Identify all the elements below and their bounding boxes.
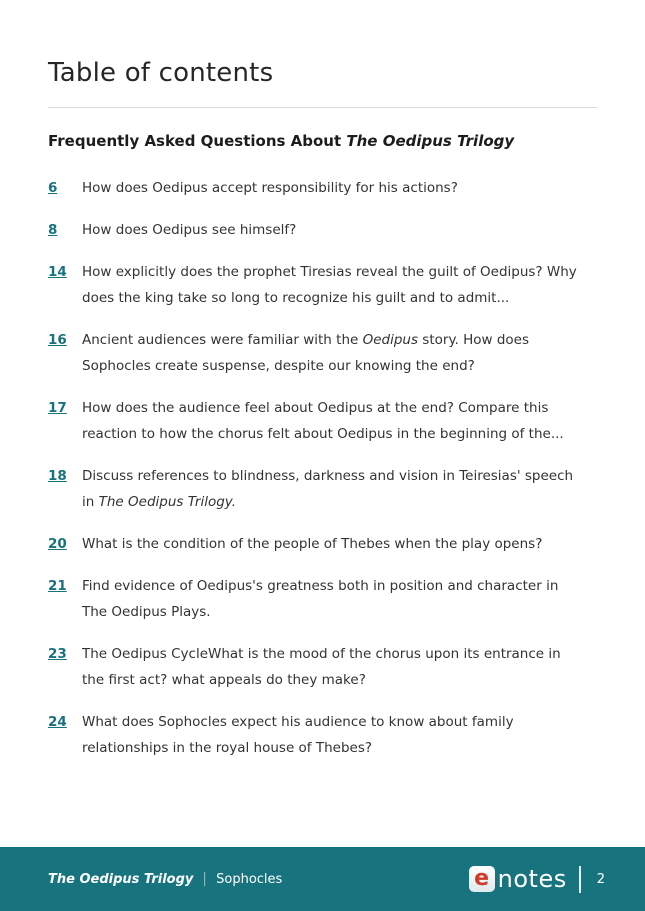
toc-entry xyxy=(48,573,597,625)
toc-entry-text-segment: The Oedipus CycleWhat is the mood of the chorus upon its entrance in the first act? what appeals do they make? xyxy=(82,646,561,688)
toc-entry-text xyxy=(82,327,587,379)
toc-page-link[interactable]: 20 xyxy=(48,536,67,552)
toc-entry xyxy=(48,217,597,243)
toc-entry-text-segment: How does the audience feel about Oedipus at the end? Compare this reaction to how the chorus felt about Oedipus in the beginning of the... xyxy=(82,400,564,442)
footer-divider-bar xyxy=(579,866,581,893)
toc-page-link[interactable]: 18 xyxy=(48,468,67,484)
toc-entry-text xyxy=(82,217,296,243)
toc-entry xyxy=(48,327,597,379)
toc-entry xyxy=(48,395,597,447)
toc-entry-text-segment: Ancient audiences were familiar with the xyxy=(82,332,363,348)
page-title: Table of contents xyxy=(48,58,274,88)
toc-page-link[interactable]: 6 xyxy=(48,180,58,196)
toc-list xyxy=(48,175,597,761)
toc-page-link[interactable]: 14 xyxy=(48,264,67,280)
toc-entry-text-italic-segment: The Oedipus Trilogy. xyxy=(98,494,237,510)
toc-entry-text-segment: Discuss references to blindness, darkness and vision in Teiresias' speech in xyxy=(82,468,574,510)
toc-entry-text xyxy=(82,175,458,201)
toc-page-link[interactable]: 23 xyxy=(48,646,67,662)
toc-entry-text xyxy=(82,463,587,515)
footer-separator: | xyxy=(202,871,208,887)
footer-author: Sophocles xyxy=(216,871,283,887)
toc-entry-text-segment: Find evidence of Oedipus's greatness both in position and character in The Oedipus Plays. xyxy=(82,578,559,620)
toc-entry-text-segment: How does Oedipus see himself? xyxy=(82,222,297,238)
section-heading xyxy=(48,132,597,150)
footer-bar xyxy=(0,847,645,911)
toc-entry-text xyxy=(82,641,587,693)
toc-entry-text xyxy=(82,573,587,625)
toc-page-link[interactable]: 24 xyxy=(48,714,67,730)
toc-page-link[interactable]: 21 xyxy=(48,578,67,594)
toc-entry xyxy=(48,641,597,693)
toc-page-link[interactable]: 16 xyxy=(48,332,67,348)
toc-entry xyxy=(48,259,597,311)
toc-entry xyxy=(48,175,597,201)
section-heading-book-title: The Oedipus Trilogy xyxy=(346,132,515,150)
enotes-logo xyxy=(469,866,567,892)
section-heading-prefix: Frequently Asked Questions About xyxy=(48,132,347,150)
toc-entry-text-segment: What is the condition of the people of Thebes when the play opens? xyxy=(82,536,543,552)
toc-entry-text xyxy=(82,395,587,447)
toc-entry xyxy=(48,709,597,761)
header-divider xyxy=(48,107,597,108)
toc-entry-text xyxy=(82,259,587,311)
footer-right xyxy=(469,866,605,893)
toc-entry-text xyxy=(82,531,542,557)
footer-page-number: 2 xyxy=(596,871,605,887)
toc-entry-text-segment: How does Oedipus accept responsibility for his actions? xyxy=(82,180,458,196)
enotes-e-icon: e xyxy=(469,866,495,892)
toc-entry-text-segment: What does Sophocles expect his audience to know about family relationships in the royal house of Thebes? xyxy=(82,714,514,756)
footer-left xyxy=(48,871,282,887)
toc-entry xyxy=(48,531,597,557)
toc-entry-text-italic-segment: Oedipus xyxy=(362,332,419,348)
footer-book-title: The Oedipus Trilogy xyxy=(48,871,194,887)
toc-entry-text-segment: How explicitly does the prophet Tiresias reveal the guilt of Oedipus? Why does the king take so long to recognize his guilt and to admit... xyxy=(82,264,577,306)
toc-entry xyxy=(48,463,597,515)
toc-entry-text xyxy=(82,709,587,761)
enotes-logo-text: notes xyxy=(497,865,567,893)
toc-page-link[interactable]: 17 xyxy=(48,400,67,416)
toc-page-link[interactable]: 8 xyxy=(48,222,58,238)
toc-entry-text-segment: story. How does Sophocles create suspense, despite our knowing the end? xyxy=(82,332,530,374)
